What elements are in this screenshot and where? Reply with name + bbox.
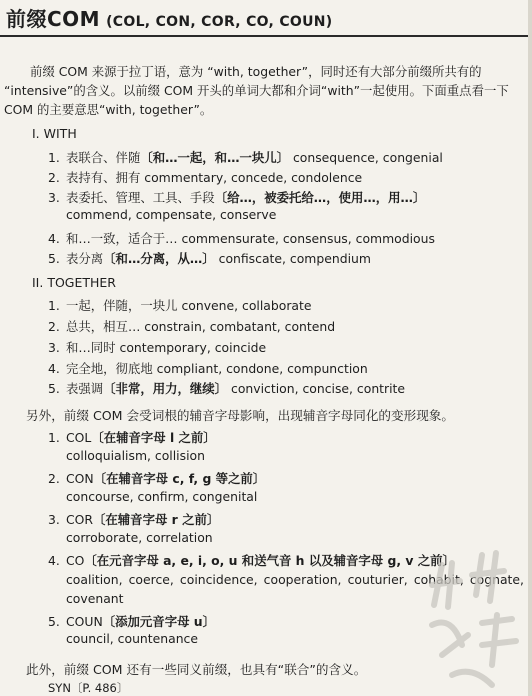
title-main: 前缀COM xyxy=(6,7,101,31)
watermark-stamp xyxy=(412,545,532,696)
list-item xyxy=(48,551,455,569)
item-number: 4. xyxy=(48,231,60,246)
title-rule xyxy=(0,35,532,37)
item-number: 1. xyxy=(48,150,60,165)
item-words: consequence, congenial xyxy=(289,150,443,165)
intro-line: 前缀 COM 来源于拉丁语，意为 “with, together”，同时还有大部分前缀所共有的 xyxy=(30,64,482,79)
item-lead: 表分离 xyxy=(66,251,104,266)
list-item xyxy=(48,317,335,335)
item-gloss: 〔和…一起，和…一块儿〕 xyxy=(140,150,290,165)
item-lead: 和…同时 xyxy=(66,340,116,355)
list-item xyxy=(48,338,266,356)
page-title xyxy=(6,3,333,32)
item-gloss: 〔非常，用力，继续〕 xyxy=(103,381,228,396)
item-number: 3. xyxy=(48,190,60,205)
item-lead: 完全地，彻底地 xyxy=(66,361,153,376)
item-number: 5. xyxy=(48,251,60,266)
item-number: 3. xyxy=(48,512,60,527)
intro-line: “intensive”的含义。以前缀 COM 开头的单词大都和介词“with”一起使用。下面重点看一下 xyxy=(4,83,509,98)
list-item xyxy=(48,379,405,397)
section-heading-with: I. WITH xyxy=(32,126,77,141)
item-prefix: CON xyxy=(66,471,94,486)
item-words: commensurate, consensus, commodious xyxy=(177,231,435,246)
item-number: 2. xyxy=(48,170,60,185)
item-lead: 一起，伴随，一块儿 xyxy=(66,298,178,313)
item-lead: 表委托、管理、工具、手段 xyxy=(66,190,215,205)
intro-line: COM 的主要意思“with, together”。 xyxy=(4,102,213,117)
item-number: 3. xyxy=(48,340,60,355)
item-gloss: 〔和…分离，从…〕 xyxy=(103,251,215,266)
list-item xyxy=(48,359,368,377)
item-number: 1. xyxy=(48,298,60,313)
syn-reference: SYN〔P. 486〕 xyxy=(48,681,129,695)
item-gloss: 〔在辅音字母 c, f, g 等之前〕 xyxy=(93,471,266,486)
item-words: covenant xyxy=(66,591,124,606)
word: cooperation, xyxy=(263,572,342,587)
list-item xyxy=(48,188,425,206)
item-number: 2. xyxy=(48,319,60,334)
word: cohabit, xyxy=(413,572,464,587)
item-number: 4. xyxy=(48,553,60,568)
item-lead: 表持有、拥有 xyxy=(66,170,141,185)
item-words: contemporary, coincide xyxy=(115,340,267,355)
item-words: commentary, concede, condolence xyxy=(140,170,363,185)
item-prefix: COR xyxy=(66,512,94,527)
item-gloss: 〔在辅音字母 r 之前〕 xyxy=(93,512,220,527)
item-words: commend, compensate, conserve xyxy=(66,207,277,222)
list-item xyxy=(48,510,219,528)
list-item xyxy=(48,249,371,267)
item-lead: 表联合、伴随 xyxy=(66,150,141,165)
item-prefix: COL xyxy=(66,430,92,445)
list-item xyxy=(48,168,362,186)
item-words: confiscate, compendium xyxy=(214,251,371,266)
item-words: convene, collaborate xyxy=(177,298,312,313)
item-words: colloquialism, collision xyxy=(66,448,205,463)
item-number: 2. xyxy=(48,471,60,486)
item-number: 4. xyxy=(48,361,60,376)
item-words: constrain, combatant, contend xyxy=(140,319,336,334)
item-words: concourse, confirm, congenital xyxy=(66,489,258,504)
list-item xyxy=(48,469,265,487)
item-gloss: 〔在辅音字母 l 之前〕 xyxy=(91,430,216,445)
item-words: corroborate, correlation xyxy=(66,530,213,545)
intro-paragraph xyxy=(4,62,526,119)
item-number: 5. xyxy=(48,614,60,629)
word: coincidence, xyxy=(179,572,258,587)
list-item xyxy=(48,148,443,166)
item-gloss: 〔在元音字母 a, e, i, o, u 和送气音 h 以及辅音字母 g, v 之前〕 xyxy=(84,553,455,568)
item-number: 1. xyxy=(48,430,60,445)
item-prefix: COUN xyxy=(66,614,103,629)
page-edge xyxy=(528,0,532,696)
word: cognate, xyxy=(469,572,524,587)
section-heading-together: II. TOGETHER xyxy=(32,275,116,290)
assimilation-paragraph: 另外，前缀 COM 会受词根的辅音字母影响，出现辅音字母同化的变形现象。 xyxy=(26,408,454,423)
item-lead: 表强调 xyxy=(66,381,104,396)
item-gloss: 〔添加元音字母 u〕 xyxy=(102,614,216,629)
list-item xyxy=(48,229,435,247)
list-item xyxy=(48,428,216,446)
closing-paragraph: 此外，前缀 COM 还有一些同义前缀，也具有“联合”的含义。 xyxy=(26,662,367,677)
item-gloss: 〔给…，被委托给…，使用…，用…〕 xyxy=(214,190,426,205)
list-item xyxy=(48,296,312,314)
item-words: compliant, condone, compunction xyxy=(152,361,368,376)
item-lead: 和…一致，适合于… xyxy=(66,231,178,246)
item-prefix: CO xyxy=(66,553,85,568)
item-words: conviction, concise, contrite xyxy=(227,381,406,396)
item-lead: 总共，相互… xyxy=(66,319,141,334)
title-variants: (COL, CON, COR, CO, COUN) xyxy=(106,14,333,30)
word: couturier, xyxy=(347,572,408,587)
word: coalition, xyxy=(66,572,123,587)
list-item xyxy=(48,612,215,630)
word: coerce, xyxy=(128,572,174,587)
item-number: 5. xyxy=(48,381,60,396)
item-words: council, countenance xyxy=(66,631,198,646)
